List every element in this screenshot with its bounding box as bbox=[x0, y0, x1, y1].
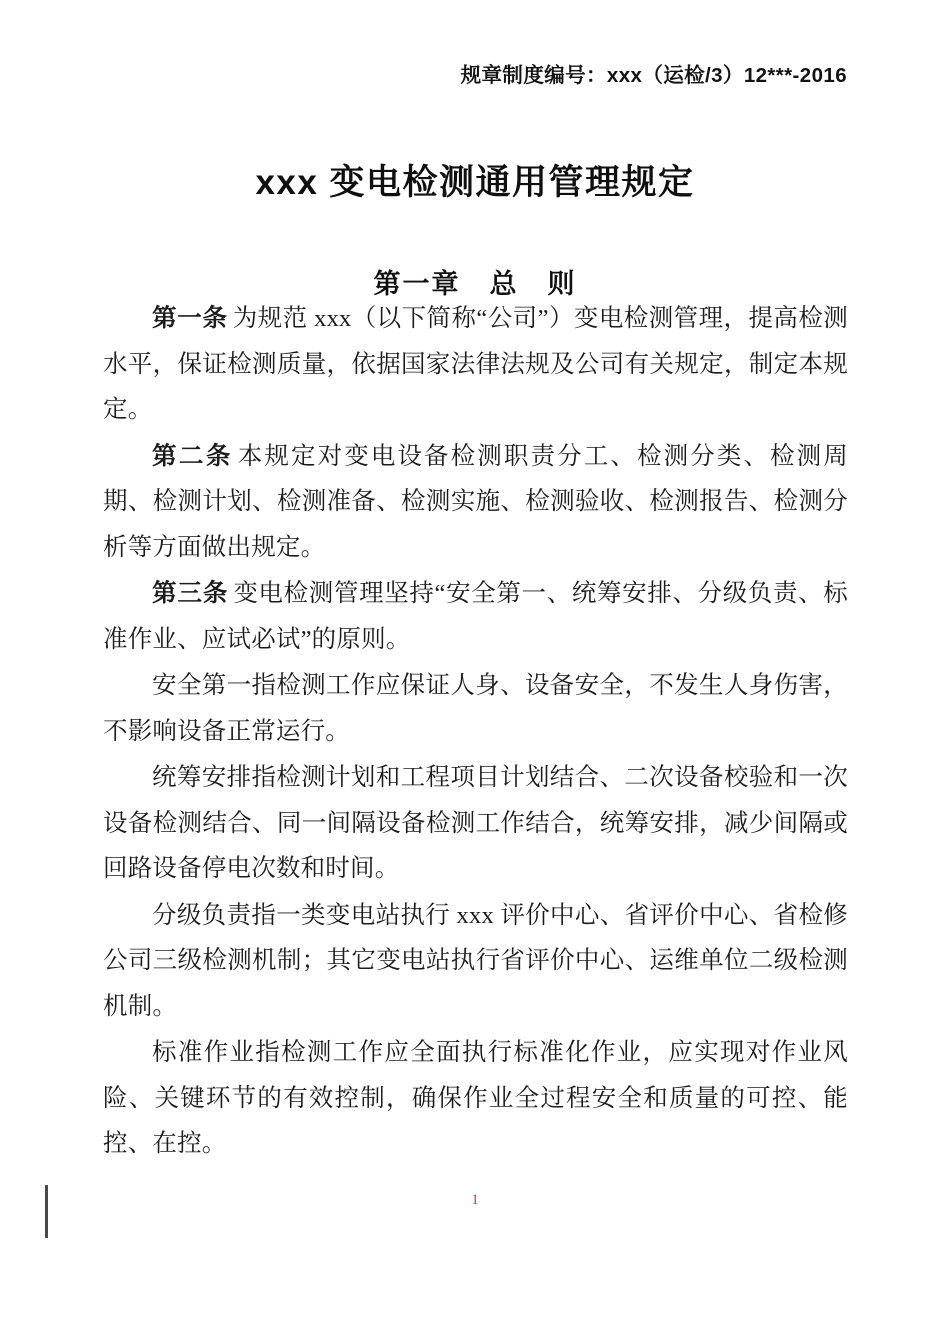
article-label: 第二条 bbox=[152, 442, 233, 470]
article-paragraph bbox=[103, 434, 848, 571]
paragraph-body: 分级负责指一类变电站执行 xxx 评价中心、省评价中心、省检修公司三级检测机制；其它变电站执行省评价中心、运维单位二级检测机制。 bbox=[103, 901, 848, 1020]
page-title: xxx 变电检测通用管理规定 bbox=[255, 163, 695, 203]
article-label: 第三条 bbox=[152, 580, 229, 607]
body-paragraph bbox=[103, 1030, 848, 1167]
body-paragraph bbox=[103, 755, 848, 892]
article-body: 本规定对变电设备检测职责分工、检测分类、检测周期、检测计划、检测准备、检测实施、检测验收、检测报告、检测分析等方面做出规定。 bbox=[103, 442, 848, 561]
article-label: 第一条 bbox=[152, 305, 228, 332]
body-text-column bbox=[103, 296, 848, 1168]
page-number: 1 bbox=[471, 1192, 479, 1208]
paragraph-body: 安全第一指检测工作应保证人身、设备安全，不发生人身伤害，不影响设备正常运行。 bbox=[103, 672, 848, 745]
body-paragraph bbox=[103, 663, 848, 754]
document-control-number: 规章制度编号：xxx（运检/3）12***-2016 bbox=[460, 64, 847, 87]
chapter-heading: 第一章 总 则 bbox=[373, 269, 577, 300]
paragraph-body: 统筹安排指检测计划和工程项目计划结合、二次设备校验和一次设备检测结合、同一间隔设备检测工作结合，统筹安排，减少间隔或回路设备停电次数和时间。 bbox=[103, 764, 848, 882]
article-paragraph bbox=[103, 296, 848, 433]
article-paragraph bbox=[103, 571, 848, 662]
paragraph-body: 标准作业指检测工作应全面执行标准化作业，应实现对作业风险、关键环节的有效控制，确保作业全过程安全和质量的可控、能控、在控。 bbox=[103, 1039, 848, 1157]
binding-margin-mark bbox=[45, 1185, 48, 1238]
article-body: 变电检测管理坚持“安全第一、统筹安排、分级负责、标准作业、应试必试”的原则。 bbox=[103, 580, 849, 653]
article-body: 为规范 xxx（以下简称“公司”）变电检测管理，提高检测水平，保证检测质量，依据国家法律法规及公司有关规定，制定本规定。 bbox=[103, 305, 848, 423]
body-paragraph bbox=[103, 893, 848, 1030]
